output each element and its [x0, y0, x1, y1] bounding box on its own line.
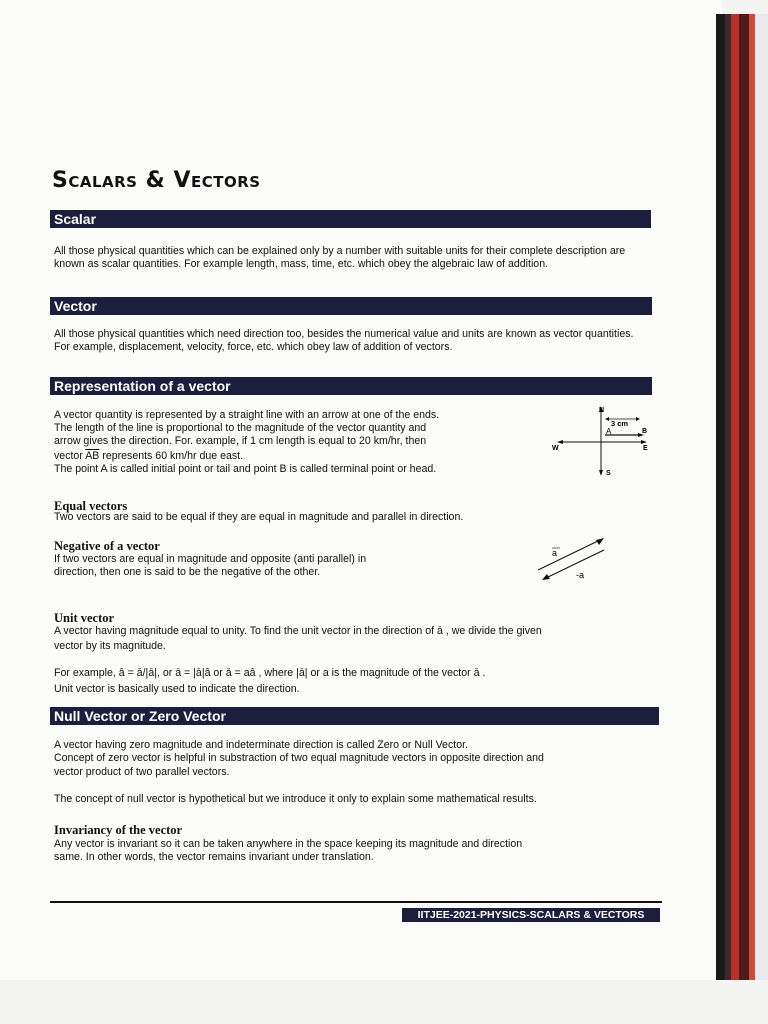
equal-vectors-text: Two vectors are said to be equal if they are equal in magnitude and parallel in direction. — [54, 511, 464, 523]
vector-neg-a-label: -a — [576, 570, 585, 580]
negative-vector-diagram — [530, 536, 610, 586]
invariancy-line: Any vector is invariant so it can be taken anywhere in the space keeping its magnitude and direction — [54, 838, 523, 850]
vector-text: All those physical quantities which need direction too, besides the numerical value and units are known as vector quantities. For example, displacement, velocity, force, etc. which obey law of addition of vectors. — [54, 328, 634, 353]
compass-w-label: W — [552, 445, 559, 452]
book-spine-edge — [731, 14, 739, 980]
null-vector-line: vector product of two parallel vectors. — [54, 766, 230, 778]
representation-line: arrow gives the direction. For. example, if 1 cm length is equal to 20 km/hr, then — [54, 435, 427, 447]
section-heading-representation: Representation of a vector — [50, 377, 652, 395]
representation-line: The length of the line is proportional to the magnitude of the vector quantity and — [54, 422, 427, 434]
negative-vector-line: If two vectors are equal in magnitude and opposite (anti parallel) in — [54, 553, 367, 565]
null-vector-line: A vector having zero magnitude and indeterminate direction is called Zero or Null Vector. — [54, 739, 468, 751]
null-vector-line: Concept of zero vector is helpful in substraction of two equal magnitude vectors in opposite direction and — [54, 752, 544, 764]
footer-rule — [50, 901, 662, 903]
page-title: Scalars & Vectors — [52, 168, 261, 193]
book-spine-edge — [755, 14, 768, 980]
length-label: 3 cm — [611, 419, 629, 428]
footer-label: IITJEE-2021-PHYSICS-SCALARS & VECTORS — [402, 908, 660, 922]
unit-vector-heading: Unit vector — [54, 611, 115, 625]
representation-line: A vector quantity is represented by a straight line with an arrow at one of the ends. — [54, 409, 440, 421]
representation-line-text: represents 60 km/hr due east. — [99, 450, 244, 462]
scalar-text: All those physical quantities which can be explained only by a number with suitable units for their complete description are known as scalar quantities. For example length, mass, time, etc. which obey the algebraic law of addition. — [54, 245, 626, 270]
representation-line-text: vector — [54, 450, 83, 462]
compass-vector-diagram — [545, 402, 655, 482]
vector-a-label: a — [552, 548, 558, 558]
point-b-label: B — [642, 428, 648, 435]
section-heading-vector: Vector — [50, 297, 652, 315]
invariancy-line: same. In other words, the vector remains invariant under translation. — [54, 851, 374, 863]
compass-e-label: E — [643, 445, 648, 452]
vector-ab-label: $\overline{AB}$ — [85, 450, 100, 462]
unit-vector-example: For example, â = ā/|ā|, or ā = |ā|â or ā = aâ , where |ā| or a is the magnitude of the vector ā . — [54, 667, 486, 679]
unit-vector-line: vector by its magnitude. — [54, 640, 166, 652]
compass-n-label: N — [599, 407, 605, 414]
book-spine-edge — [716, 14, 725, 980]
unit-vector-line: A vector having magnitude equal to unity. To find the unit vector in the direction of ā , we divide the given — [54, 625, 542, 637]
negative-vector-line: direction, then one is said to be the negative of the other. — [54, 566, 321, 578]
point-a-label: A — [606, 427, 612, 436]
compass-s-label: S — [606, 470, 611, 477]
representation-line — [54, 450, 243, 463]
invariancy-heading: Invariancy of the vector — [54, 823, 183, 837]
negative-vector-heading: Negative of a vector — [54, 539, 160, 553]
section-heading-null-vector: Null Vector or Zero Vector — [50, 707, 659, 725]
section-heading-scalar: Scalar — [50, 210, 651, 228]
unit-vector-note: Unit vector is basically used to indicate the direction. — [54, 683, 300, 695]
representation-line: The point A is called initial point or tail and point B is called terminal point or head. — [54, 463, 437, 475]
book-spine-edge — [739, 14, 749, 980]
equal-vectors-heading: Equal vectors — [54, 499, 128, 513]
null-vector-line: The concept of null vector is hypothetical but we introduce it only to explain some mathematical results. — [54, 793, 537, 805]
